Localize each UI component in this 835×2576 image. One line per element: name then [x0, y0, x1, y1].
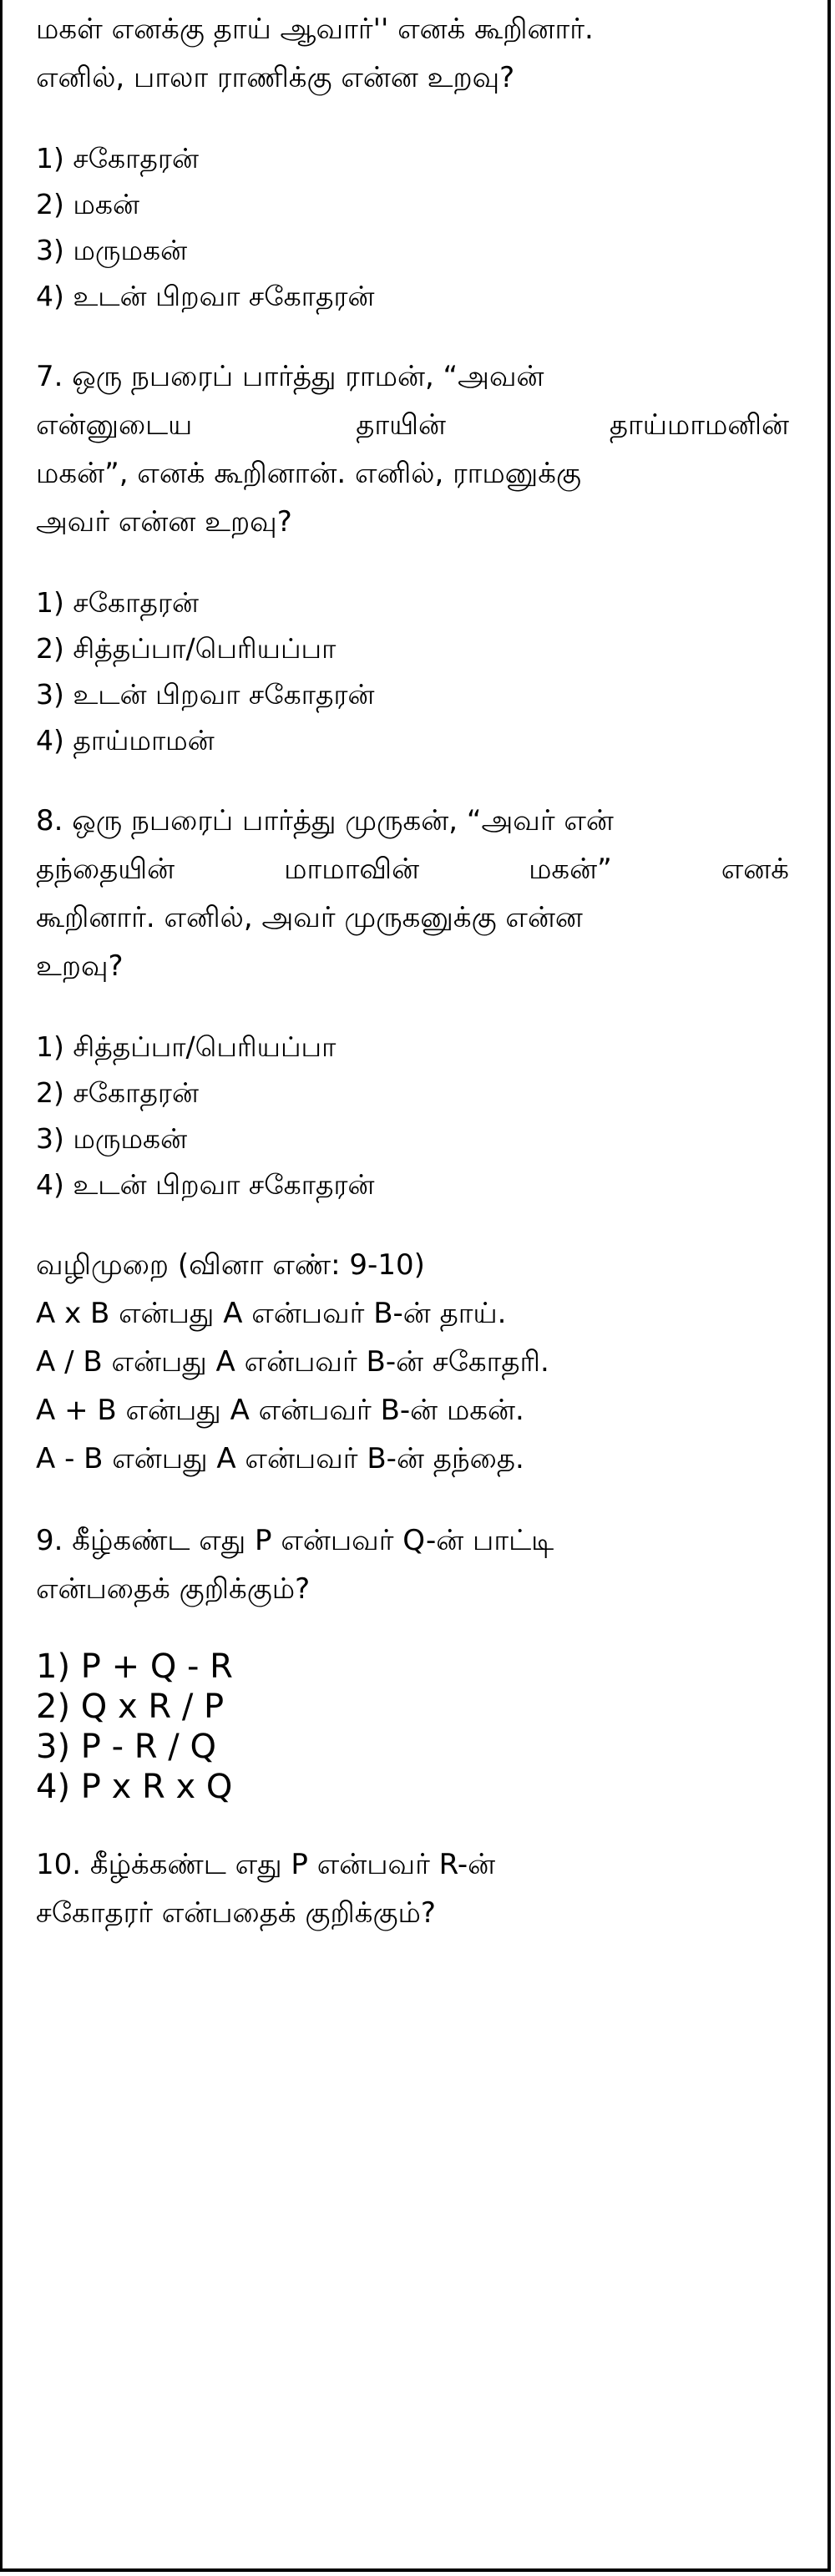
question-text-line: சகோதரர் என்பதைக் குறிக்கும்? — [36, 1896, 436, 1930]
question-text-line: உறவு? — [36, 949, 124, 983]
word: தந்தையின் — [36, 853, 175, 886]
document-content — [36, 5, 789, 1937]
question-text-line: அவர் என்ன உறவு? — [36, 505, 292, 539]
word: மகன்” — [529, 853, 612, 886]
word: மாமாவின் — [284, 853, 420, 886]
option-4: 4) தாய்மாமன் — [36, 724, 215, 757]
option-3: 3) P - R / Q — [36, 1728, 216, 1766]
question-8 — [36, 797, 789, 1207]
question-text-line: மகள் எனக்கு தாய் ஆவார்'' எனக் கூறினார். — [36, 13, 594, 46]
question-text-line: எனில், பாலா ராணிக்கு என்ன உறவு? — [36, 61, 515, 94]
option-3: 3) உடன் பிறவா சகோதரன் — [36, 678, 375, 711]
option-2: 2) Q x R / P — [36, 1688, 225, 1726]
option-1: 1) P + Q - R — [36, 1647, 233, 1686]
rule-item: A / B என்பது A என்பவர் B-ன் சகோதரி. — [36, 1345, 549, 1379]
word: தாய்மாமனின் — [609, 408, 790, 442]
question-9 — [36, 1516, 789, 1807]
option-2: 2) சித்தப்பா/பெரியப்பா — [36, 632, 337, 665]
option-4: 4) P x R x Q — [36, 1768, 233, 1806]
question-text-line: 9. கீழ்கண்ட எது P என்பவர் Q-ன் பாட்டி — [36, 1524, 554, 1557]
option-2: 2) மகன் — [36, 188, 140, 220]
option-3: 3) மருமகன் — [36, 234, 188, 266]
option-1: 1) சகோதரன் — [36, 142, 199, 175]
word: தாயின் — [356, 408, 446, 442]
option-1: 1) சகோதரன் — [36, 586, 199, 619]
question-text-line: 8. ஒரு நபரைப் பார்த்து முருகன், “அவர் என் — [36, 804, 614, 838]
option-1: 1) சித்தப்பா/பெரியப்பா — [36, 1030, 337, 1063]
question-text-line: 10. கீழ்க்கண்ட எது P என்பவர் R-ன் — [36, 1848, 496, 1881]
option-3: 3) மருமகன் — [36, 1122, 188, 1155]
option-2: 2) சகோதரன் — [36, 1076, 199, 1109]
question-6-tail — [36, 5, 789, 319]
option-4: 4) உடன் பிறவா சகோதரன் — [36, 280, 375, 312]
rules-section — [36, 1241, 789, 1483]
question-text-line — [36, 845, 789, 893]
question-text-line: மகன்”, எனக் கூறினான். எனில், ராமனுக்கு — [36, 457, 581, 490]
question-text-line — [36, 401, 789, 449]
rule-item: A x B என்பது A என்பவர் B-ன் தாய். — [36, 1297, 507, 1330]
rules-heading: வழிமுறை (வினா எண்: 9-10) — [36, 1248, 425, 1282]
question-text-line: கூறினார். எனில், அவர் முருகனுக்கு என்ன — [36, 901, 583, 934]
option-4: 4) உடன் பிறவா சகோதரன் — [36, 1168, 375, 1201]
question-7 — [36, 352, 789, 763]
rule-item: A + B என்பது A என்பவர் B-ன் மகன். — [36, 1394, 524, 1427]
question-10 — [36, 1840, 789, 1937]
question-text-line: என்பதைக் குறிக்கும்? — [36, 1572, 311, 1606]
word: என்னுடைய — [36, 408, 193, 442]
question-text-line: 7. ஒரு நபரைப் பார்த்து ராமன், “அவன் — [36, 360, 544, 393]
rule-item: A - B என்பது A என்பவர் B-ன் தந்தை. — [36, 1442, 524, 1475]
word: எனக் — [721, 853, 790, 886]
